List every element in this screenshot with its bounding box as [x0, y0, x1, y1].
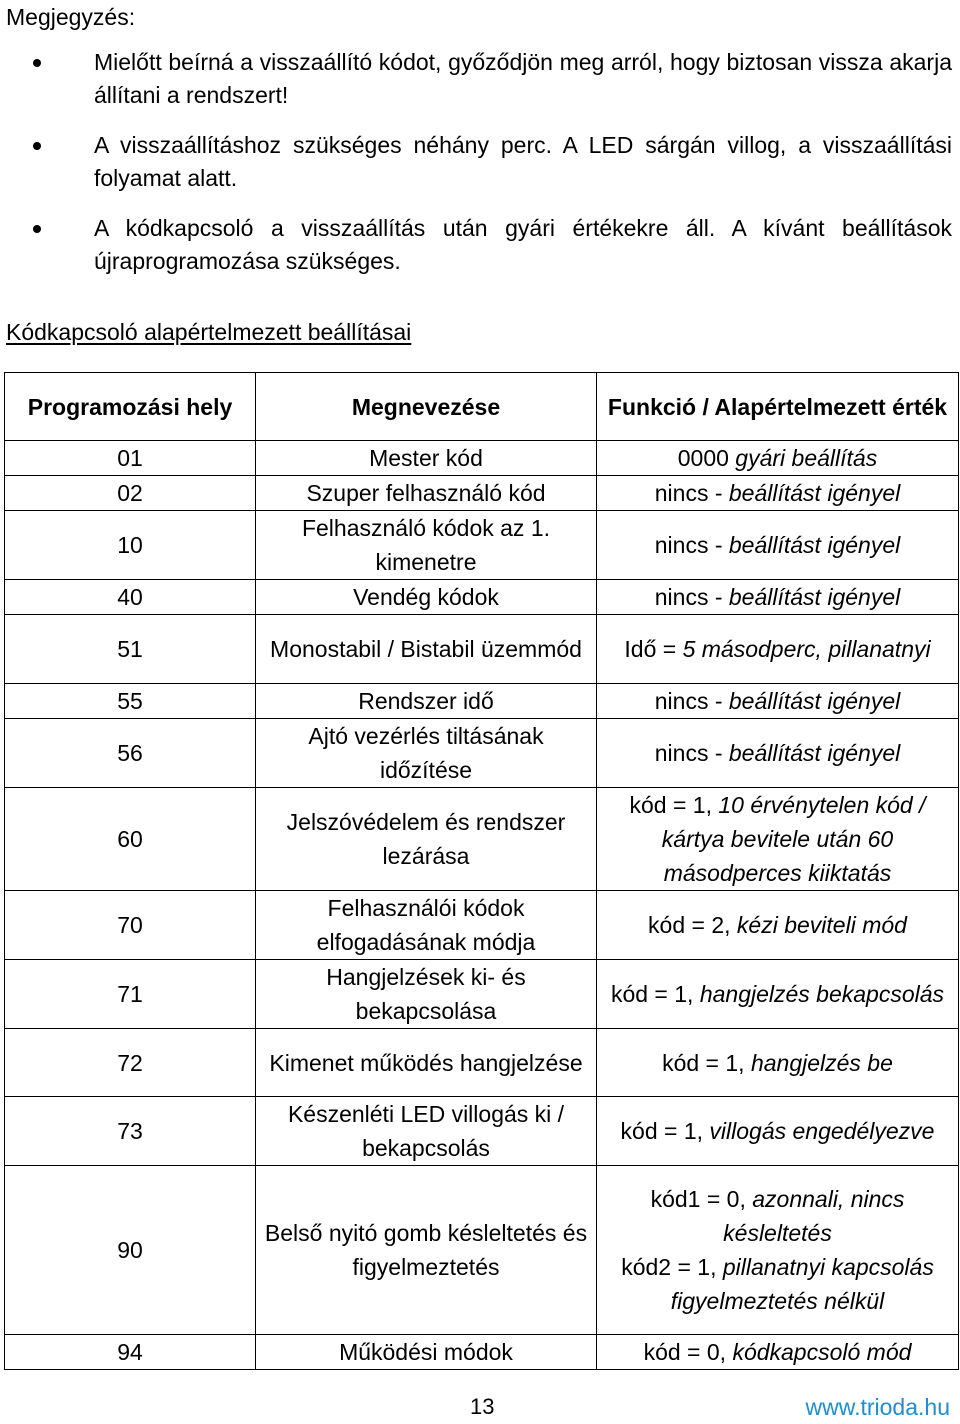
function-value: nincs -	[654, 480, 729, 506]
cell-function	[597, 960, 959, 1029]
function-value: kód = 1,	[610, 981, 700, 1007]
note-text: A visszaállításhoz szükséges néhány perc. A LED sárgán villog, a visszaállítási folyamat alatt.	[94, 132, 952, 191]
table-row	[5, 719, 959, 788]
function-description: gyári beállítás	[728, 445, 878, 471]
cell-location: 70	[5, 891, 256, 960]
note-item	[0, 46, 952, 112]
header-name: Megnevezése	[256, 373, 597, 441]
function-value: Idő =	[624, 636, 683, 662]
cell-function	[597, 891, 959, 960]
function-description: beállítást igényel	[728, 740, 901, 766]
function-value: kód = 2,	[648, 912, 737, 938]
notes-list	[0, 46, 952, 295]
cell-location: 72	[5, 1029, 256, 1097]
function-value: kód = 1,	[629, 792, 719, 818]
cell-name: Ajtó vezérlés tiltásának időzítése	[256, 719, 597, 788]
cell-function	[597, 441, 959, 476]
cell-function	[597, 580, 959, 615]
table-row	[5, 580, 959, 615]
table-row	[5, 511, 959, 580]
note-item	[0, 129, 952, 195]
cell-function	[597, 476, 959, 511]
cell-name: Kimenet működés hangjelzése	[256, 1029, 597, 1097]
cell-function	[597, 719, 959, 788]
cell-function	[597, 1335, 959, 1370]
function-value-2: kód2 = 1,	[621, 1254, 723, 1280]
cell-name: Felhasználói kódok elfogadásának módja	[256, 891, 597, 960]
function-value: nincs -	[654, 532, 729, 558]
table-row	[5, 476, 959, 511]
table-row	[5, 615, 959, 684]
note-title: Megjegyzés:	[6, 4, 136, 30]
cell-location: 94	[5, 1335, 256, 1370]
table-row	[5, 684, 959, 719]
default-settings-table	[4, 372, 959, 1370]
table-header-row	[5, 373, 959, 441]
function-description: 10 érvénytelen kód / kártya bevitele után 60 másodperces kiiktatás	[661, 792, 926, 886]
function-value: 0000	[677, 445, 729, 471]
function-description: beállítást igényel	[728, 532, 901, 558]
page-number: 13	[470, 1394, 495, 1419]
function-value: nincs -	[654, 584, 729, 610]
cell-location: 40	[5, 580, 256, 615]
table-row	[5, 788, 959, 891]
cell-function	[597, 1029, 959, 1097]
function-value: nincs -	[654, 688, 729, 714]
function-value: kód = 1,	[662, 1049, 751, 1076]
cell-name: Monostabil / Bistabil üzemmód	[256, 615, 597, 684]
cell-function	[597, 615, 959, 684]
function-description: villogás engedélyezve	[709, 1118, 935, 1144]
bullet-icon	[33, 59, 41, 67]
function-description-2: pillanatnyi kapcsolás figyelmeztetés nélkül	[670, 1254, 934, 1314]
table-row	[5, 891, 959, 960]
cell-location: 55	[5, 684, 256, 719]
bullet-icon	[33, 142, 41, 150]
function-value: nincs -	[654, 740, 729, 766]
website-link[interactable]: www.trioda.hu	[805, 1394, 950, 1420]
cell-function	[597, 684, 959, 719]
cell-name: Szuper felhasználó kód	[256, 476, 597, 511]
cell-location: 51	[5, 615, 256, 684]
cell-location: 56	[5, 719, 256, 788]
note-text: Mielőtt beírná a visszaállító kódot, győződjön meg arról, hogy biztosan vissza akarja állítani a rendszert!	[94, 49, 952, 108]
cell-location: 10	[5, 511, 256, 580]
function-description: beállítást igényel	[728, 688, 901, 714]
header-function: Funkció / Alapértelmezett érték	[597, 373, 959, 441]
table-row	[5, 441, 959, 476]
cell-name: Mester kód	[256, 441, 597, 476]
function-description: kódkapcsoló mód	[732, 1339, 912, 1365]
cell-function	[597, 788, 959, 891]
table-row	[5, 960, 959, 1029]
cell-function	[597, 1097, 959, 1166]
function-description: beállítást igényel	[728, 584, 901, 610]
function-description: hangjelzés bekapcsolás	[699, 981, 945, 1007]
table-row	[5, 1335, 959, 1370]
table-row	[5, 1166, 959, 1335]
function-description: azonnali, nincs késleltetés	[723, 1186, 905, 1246]
function-value: kód = 0,	[643, 1339, 733, 1365]
function-value: kód = 1,	[620, 1118, 710, 1144]
cell-location: 60	[5, 788, 256, 891]
cell-function	[597, 511, 959, 580]
function-description: hangjelzés be	[750, 1049, 893, 1076]
cell-name: Rendszer idő	[256, 684, 597, 719]
function-description: kézi beviteli mód	[736, 912, 907, 938]
cell-name: Felhasználó kódok az 1. kimenetre	[256, 511, 597, 580]
cell-location: 01	[5, 441, 256, 476]
cell-name: Vendég kódok	[256, 580, 597, 615]
cell-function	[597, 1166, 959, 1335]
cell-location: 71	[5, 960, 256, 1029]
section-title: Kódkapcsoló alapértelmezett beállításai	[6, 319, 412, 345]
function-description: 5 másodperc, pillanatnyi	[682, 636, 931, 662]
cell-name: Belső nyitó gomb késleltetés és figyelmeztetés	[256, 1166, 597, 1335]
cell-name: Készenléti LED villogás ki / bekapcsolás	[256, 1097, 597, 1166]
cell-location: 90	[5, 1166, 256, 1335]
cell-name: Jelszóvédelem és rendszer lezárása	[256, 788, 597, 891]
cell-location: 73	[5, 1097, 256, 1166]
bullet-icon	[33, 225, 41, 233]
note-text: A kódkapcsoló a visszaállítás után gyári értékekre áll. A kívánt beállítások újraprogramozása szükséges.	[94, 215, 952, 274]
table-row	[5, 1097, 959, 1166]
header-location: Programozási hely	[5, 373, 256, 441]
cell-name: Hangjelzések ki- és bekapcsolása	[256, 960, 597, 1029]
table-row	[5, 1029, 959, 1097]
cell-location: 02	[5, 476, 256, 511]
function-description: beállítást igényel	[728, 480, 901, 506]
note-item	[0, 212, 952, 278]
cell-name: Működési módok	[256, 1335, 597, 1370]
function-value: kód1 = 0,	[650, 1186, 753, 1212]
